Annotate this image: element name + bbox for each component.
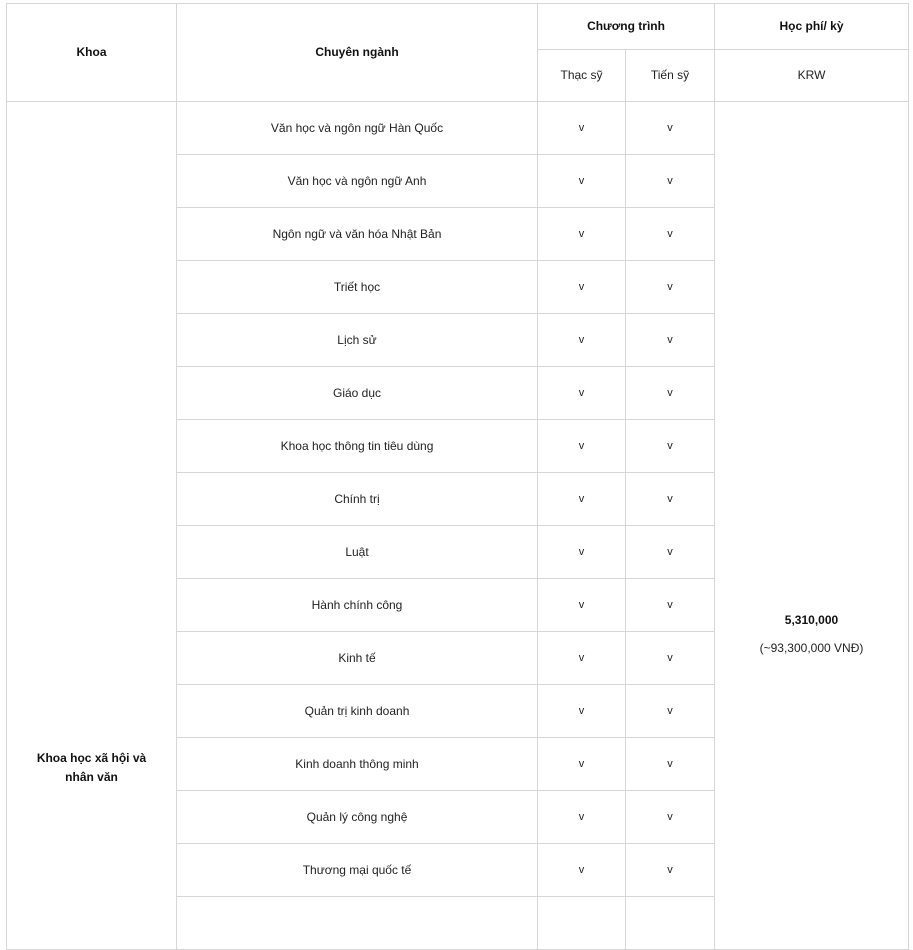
thac-sy-check: v (538, 844, 626, 897)
tien-sy-check: v (626, 261, 715, 314)
tien-sy-check: v (626, 632, 715, 685)
tien-sy-check: v (626, 155, 715, 208)
major-cell: Giáo dục (177, 367, 538, 420)
tien-sy-check: v (626, 791, 715, 844)
thac-sy-check: v (538, 473, 626, 526)
tien-sy-check: v (626, 314, 715, 367)
major-cell: Hành chính công (177, 579, 538, 632)
thac-sy-check: v (538, 738, 626, 791)
tien-sy-check (626, 897, 715, 950)
tuition-table-container (6, 3, 909, 950)
header-khoa: Khoa (7, 4, 177, 102)
major-cell: Triết học (177, 261, 538, 314)
thac-sy-check: v (538, 579, 626, 632)
major-cell: Văn học và ngôn ngữ Anh (177, 155, 538, 208)
major-cell: Kinh doanh thông minh (177, 738, 538, 791)
thac-sy-check: v (538, 155, 626, 208)
thac-sy-check: v (538, 526, 626, 579)
thac-sy-check (538, 897, 626, 950)
thac-sy-check: v (538, 102, 626, 155)
major-cell (177, 897, 538, 950)
faculty-cell: Khoa học xã hội và nhân văn (7, 102, 177, 950)
tuition-table (6, 3, 909, 950)
header-currency: KRW (715, 50, 909, 102)
thac-sy-check: v (538, 261, 626, 314)
header-row-1 (7, 4, 909, 50)
thac-sy-check: v (538, 367, 626, 420)
thac-sy-check: v (538, 685, 626, 738)
header-thac-sy: Thạc sỹ (538, 50, 626, 102)
major-cell: Văn học và ngôn ngữ Hàn Quốc (177, 102, 538, 155)
tien-sy-check: v (626, 208, 715, 261)
fee-cell (715, 102, 909, 950)
tien-sy-check: v (626, 420, 715, 473)
major-cell: Lịch sử (177, 314, 538, 367)
major-cell: Thương mại quốc tế (177, 844, 538, 897)
header-hoc-phi: Học phí/ kỳ (715, 4, 909, 50)
thac-sy-check: v (538, 791, 626, 844)
tien-sy-check: v (626, 102, 715, 155)
table-row (7, 102, 909, 155)
major-cell: Khoa học thông tin tiêu dùng (177, 420, 538, 473)
thac-sy-check: v (538, 420, 626, 473)
table-body (7, 102, 909, 950)
major-cell: Kinh tế (177, 632, 538, 685)
major-cell: Ngôn ngữ và văn hóa Nhật Bản (177, 208, 538, 261)
major-cell: Chính trị (177, 473, 538, 526)
tien-sy-check: v (626, 685, 715, 738)
thac-sy-check: v (538, 314, 626, 367)
thac-sy-check: v (538, 208, 626, 261)
major-cell: Quản lý công nghệ (177, 791, 538, 844)
tien-sy-check: v (626, 844, 715, 897)
header-chuong-trinh: Chương trình (538, 4, 715, 50)
header-tien-sy: Tiến sỹ (626, 50, 715, 102)
thac-sy-check: v (538, 632, 626, 685)
tien-sy-check: v (626, 738, 715, 791)
fee-krw: 5,310,000 (784, 613, 839, 627)
tien-sy-check: v (626, 367, 715, 420)
tien-sy-check: v (626, 526, 715, 579)
tien-sy-check: v (626, 473, 715, 526)
header-chuyen-nganh: Chuyên ngành (177, 4, 538, 102)
major-cell: Quản trị kinh doanh (177, 685, 538, 738)
major-cell: Luật (177, 526, 538, 579)
fee-vnd: (~93,300,000 VNĐ) (759, 641, 864, 655)
tien-sy-check: v (626, 579, 715, 632)
